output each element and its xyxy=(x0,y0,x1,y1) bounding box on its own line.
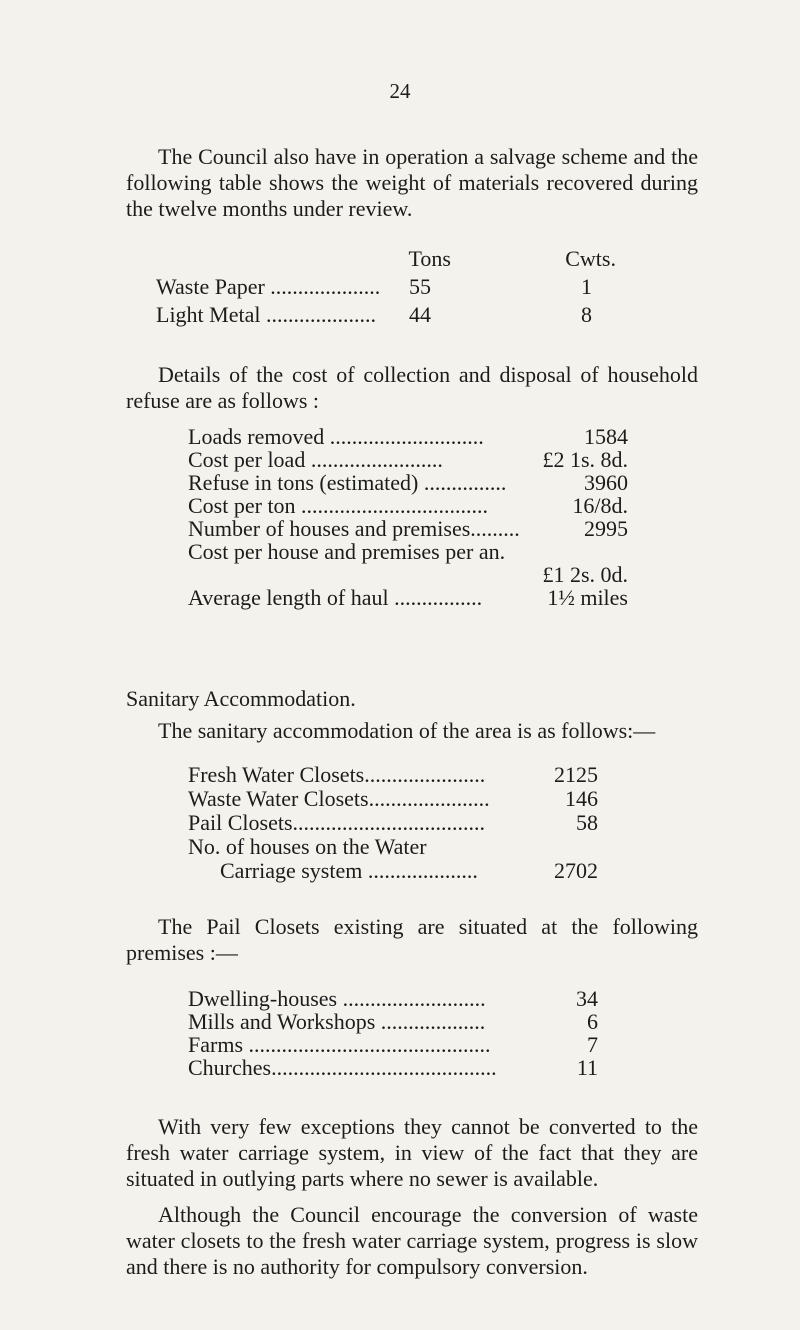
item-value: 16/8d. xyxy=(572,493,628,518)
tons-value: 44 xyxy=(409,302,431,327)
tons-value: 55 xyxy=(409,274,431,299)
item-value: 6 xyxy=(587,1009,598,1034)
item-label: Cost per ton .................................. xyxy=(188,493,489,518)
item-label: Dwelling-houses .......................... xyxy=(188,986,486,1011)
item-value: £2 1s. 8d. xyxy=(542,447,628,472)
sanitary-intro: The sanitary accommodation of the area is as follows:— xyxy=(158,718,656,743)
list-item xyxy=(188,762,598,788)
closing-paragraph: Although the Council encourage the conversion of waste water closets to the fresh water carriage system, progress is slow and there is no authority for compulsory conversion. xyxy=(126,1202,698,1279)
item-label: Waste Water Closets...................... xyxy=(188,786,490,811)
list-item xyxy=(188,858,598,884)
item-value: 2995 xyxy=(584,516,628,541)
item-value: £1 2s. 0d. xyxy=(542,562,628,587)
item-label: Average length of haul ................ xyxy=(188,585,483,610)
section-heading: Sanitary Accommodation. xyxy=(126,686,356,711)
item-value: 34 xyxy=(576,986,598,1011)
cwts-value: 8 xyxy=(581,302,592,327)
pail-intro: The Pail Closets existing are situated at the following premises :— xyxy=(126,914,698,965)
item-label: Cost per load ........................ xyxy=(188,447,443,472)
salvage-header-row xyxy=(156,246,616,272)
item-label: Carriage system .................... xyxy=(220,858,478,883)
list-item xyxy=(188,585,628,611)
cwts-value: 1 xyxy=(581,274,592,299)
item-label: Pail Closets................................... xyxy=(188,810,486,835)
item-value: 58 xyxy=(576,810,598,835)
list-item xyxy=(188,1055,598,1081)
item-label: Number of houses and premises......... xyxy=(188,516,520,541)
item-label: Refuse in tons (estimated) ............... xyxy=(188,470,507,495)
item-value: 3960 xyxy=(584,470,628,495)
cwts-column-header: Cwts. xyxy=(565,246,616,271)
sanitary-list xyxy=(188,762,598,882)
item-label: Mills and Workshops ................... xyxy=(188,1009,486,1034)
list-item xyxy=(188,834,598,860)
row-label: Light Metal .................... xyxy=(156,302,376,327)
item-value: 7 xyxy=(587,1032,598,1057)
item-value: 1584 xyxy=(584,424,628,449)
salvage-table xyxy=(156,246,616,328)
item-value: 2125 xyxy=(554,762,598,787)
item-label: Fresh Water Closets...................... xyxy=(188,762,486,787)
item-label: Cost per house and premises per an. xyxy=(188,539,506,564)
pail-premises-list xyxy=(188,986,598,1082)
row-label: Waste Paper .................... xyxy=(156,274,381,299)
item-label: Farms ............................................ xyxy=(188,1032,491,1057)
refuse-intro: Details of the cost of collection and disposal of household refuse are as follows : xyxy=(126,362,698,413)
item-value: 1½ miles xyxy=(547,585,628,610)
item-value: 146 xyxy=(565,786,598,811)
item-label: Loads removed ............................ xyxy=(188,424,484,449)
closing-paragraph: With very few exceptions they cannot be converted to the fresh water carriage system, in view of the fact that they are situated in outlying parts where no sewer is available. xyxy=(126,1114,698,1191)
item-label: No. of houses on the Water xyxy=(188,834,427,859)
refuse-cost-list xyxy=(188,424,628,614)
list-item xyxy=(188,786,598,812)
page-number: 24 xyxy=(389,79,411,103)
item-label: Churches......................................... xyxy=(188,1055,497,1080)
tons-column-header: Tons xyxy=(408,246,451,271)
list-item xyxy=(188,810,598,836)
item-value: 11 xyxy=(576,1055,598,1080)
item-value: 2702 xyxy=(554,858,598,883)
table-row xyxy=(156,302,616,328)
table-row xyxy=(156,274,616,300)
salvage-intro: The Council also have in operation a salvage scheme and the following table shows the weight of materials recovered during the twelve months under review. xyxy=(126,144,698,221)
